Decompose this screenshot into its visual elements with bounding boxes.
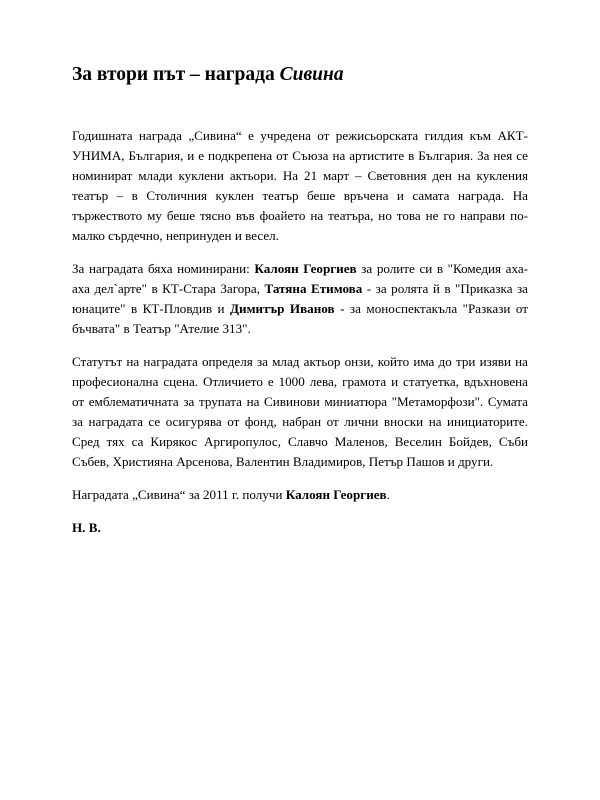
nominees-text-2: за ролите си в "Комедия аха-аха дел`арте" в КТ-Стара Загора, xyxy=(72,261,528,296)
author-signature: Н. В. xyxy=(72,520,101,535)
nominees-text-1: За наградата бяха номинирани: xyxy=(72,261,255,276)
article-title-italic: Сивина xyxy=(279,64,344,85)
article-title-main: За втори път – награда xyxy=(72,64,280,85)
nominees-text-4: - за моноспектакъла "Разкази от бъчвата" в Театър "Ателие 313". xyxy=(72,301,528,336)
paragraph-nominees xyxy=(72,259,528,339)
winner-name: Калоян Георгиев xyxy=(285,487,387,502)
paragraph-statute: Статутът на наградата определя за млад актьор онзи, който има до три изяви на професионална сцена. Отличието е 1000 лева, грамота и статуетка, вдъхновена от емблематичната за трупата на Сивинови миниатюра "Метаморфози". Сумата за наградата се осигурява от фонд, набран от лични вноски на инициаторите. Сред тях са Кирякос Аргиропулос, Славчо Маленов, Веселин Бойдев, Съби Събев, Християна Арсенова, Валентин Владимиров, Петър Пашов и други. xyxy=(72,354,528,469)
article-body xyxy=(72,126,528,538)
nominee-name-1: Калоян Георгиев xyxy=(254,261,357,276)
nominees-text-3: - за ролята й в "Приказка за юнаците" в КТ-Пловдив и xyxy=(72,281,528,316)
paragraph-intro: Годишната награда „Сивина“ е учредена от режисьорската гилдия към АКТ-УНИМА, България, и е подкрепена от Съюза на артистите в България. За нея се номинират млади куклени актьори. На 21 март – Световния ден на кукления театър – в Столичния куклен театър беше връчена и самата награда. На тържеството му беше тясно във фоайето на театъра, но това не го направи по-малко сърдечно, непринуден и весел. xyxy=(72,128,528,243)
article xyxy=(72,62,528,538)
article-title xyxy=(72,62,528,88)
nominee-name-3: Димитър Иванов xyxy=(230,301,335,316)
winner-text-2: . xyxy=(386,487,390,502)
nominee-name-2: Татяна Етимова xyxy=(264,281,363,296)
winner-text-1: Наградата „Сивина“ за 2011 г. получи xyxy=(72,487,286,502)
paragraph-winner xyxy=(72,485,528,505)
